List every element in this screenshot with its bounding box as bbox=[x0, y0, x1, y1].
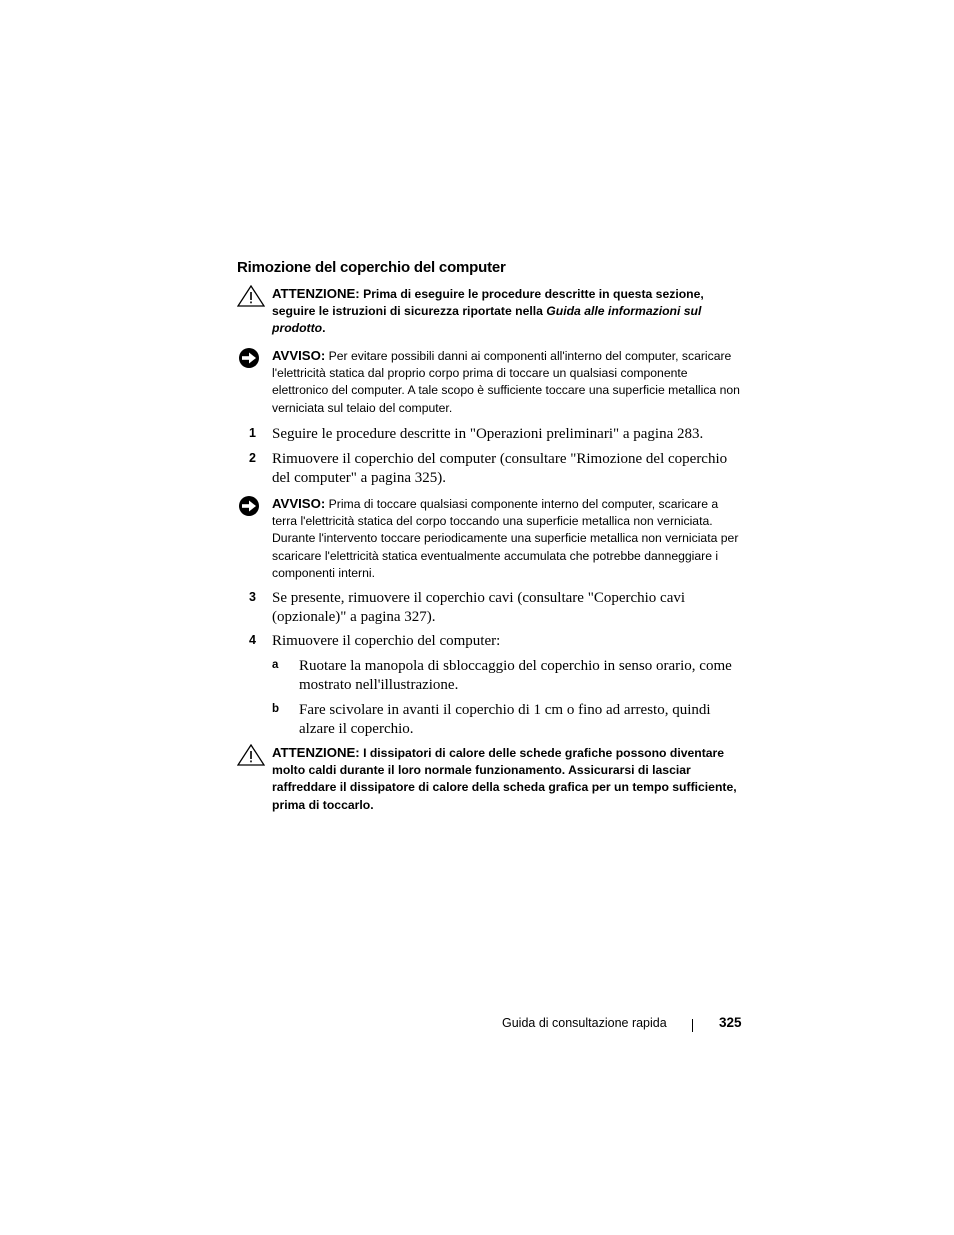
substep-letter: b bbox=[272, 703, 280, 715]
footer-title: Guida di consultazione rapida bbox=[502, 1016, 667, 1030]
caution-text bbox=[272, 744, 742, 814]
step-text: Rimuovere il coperchio del computer: bbox=[272, 633, 501, 649]
avviso-body: Per evitare possibili danni ai componenti all'interno del computer, scaricare l'elettricità statica dal proprio corpo prima di toccare un qualsiasi componente elettronico del computer. A tale scopo è sufficiente toccare una superficie metallica non verniciata sul telaio del computer. bbox=[272, 349, 740, 415]
notice-arrow-icon bbox=[237, 495, 265, 517]
substep-letter: a bbox=[272, 659, 279, 671]
section-title: Rimozione del coperchio del computer bbox=[237, 259, 506, 276]
substep-text: Fare scivolare in avanti il coperchio di 1 cm o fino ad arresto, quindi alzare il coperchio. bbox=[299, 702, 711, 737]
caution-text-end: . bbox=[322, 321, 326, 336]
caution-text bbox=[272, 285, 742, 338]
caution-label: ATTENZIONE: bbox=[272, 745, 360, 760]
warning-triangle-icon bbox=[237, 285, 265, 307]
guide-title-italic: Guida alle informazioni sul prodotto bbox=[272, 304, 702, 336]
page-number: 325 bbox=[719, 1015, 742, 1030]
step-number: 3 bbox=[249, 590, 256, 604]
step-number: 1 bbox=[249, 426, 256, 440]
step-number: 4 bbox=[249, 633, 256, 647]
substep-text: Ruotare la manopola di sbloccaggio del coperchio in senso orario, come mostrato nell'illustrazione. bbox=[299, 658, 732, 693]
step-text: Se presente, rimuovere il coperchio cavi (consultare "Coperchio cavi (opzionale)" a pagina 327). bbox=[272, 590, 686, 625]
step-text: Rimuovere il coperchio del computer (consultare "Rimozione del coperchio del computer" a pagina 325). bbox=[272, 451, 728, 486]
footer-divider bbox=[692, 1019, 693, 1032]
avviso-label: AVVISO: bbox=[272, 348, 326, 363]
avviso-text bbox=[272, 495, 742, 582]
caution-label: ATTENZIONE: bbox=[272, 286, 360, 301]
caution-body: I dissipatori di calore delle schede grafiche possono diventare molto caldi durante il loro normale funzionamento. Assicurarsi di lasciar raffreddare il dissipatore di calore della scheda grafica per un tempo sufficiente, prima di toccarlo. bbox=[272, 746, 737, 812]
avviso-body: Prima di toccare qualsiasi componente interno del computer, scaricare a terra l'elettricità statica del corpo toccando una superficie metallica non verniciata. Durante l'intervento toccare periodicamente una superficie metallica non verniciata per scaricare l'elettricità statica eventualmente accumulata che potrebbe danneggiare i componenti interni. bbox=[272, 497, 739, 580]
warning-triangle-icon bbox=[237, 744, 265, 766]
caution-text-part: Prima di eseguire le procedure descritte in questa sezione, seguire le istruzioni di sicurezza riportate nella bbox=[272, 287, 704, 319]
avviso-label: AVVISO: bbox=[272, 496, 326, 511]
step-number: 2 bbox=[249, 451, 256, 465]
step-text: Seguire le procedure descritte in "Operazioni preliminari" a pagina 283. bbox=[272, 426, 704, 442]
avviso-text bbox=[272, 347, 742, 417]
notice-arrow-icon bbox=[237, 347, 265, 369]
